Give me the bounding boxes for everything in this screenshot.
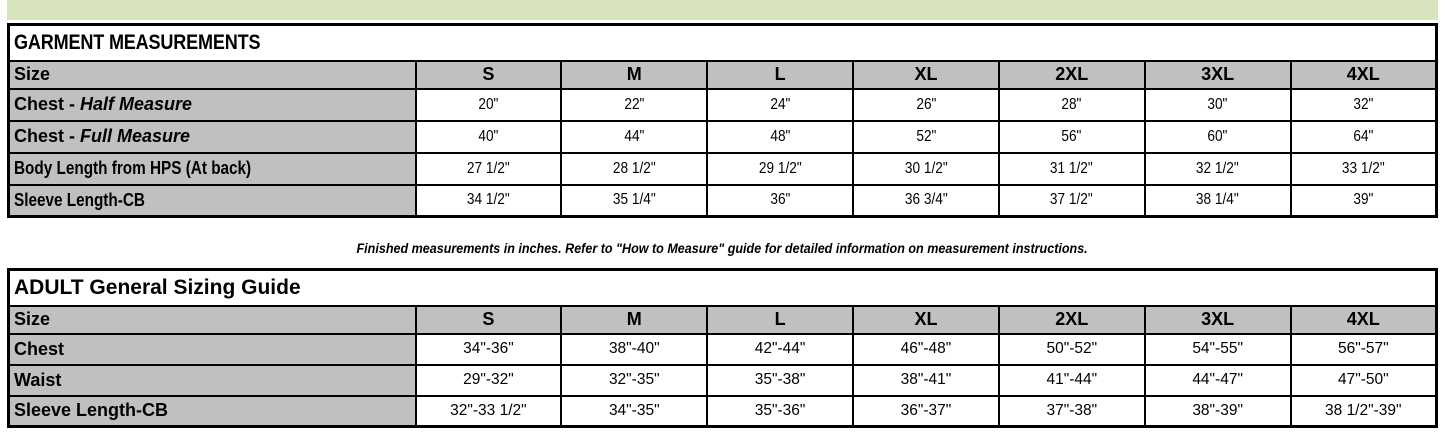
measurement-cell: 30" [1145,89,1291,121]
measurement-cell: 33 1/2" [1291,153,1437,185]
row-label: Chest - Half Measure [9,89,416,121]
row-label: Chest [9,334,416,365]
measurement-cell: 40" [416,121,562,153]
measurement-cell: 29"-32" [416,365,562,396]
size-header-cell: 2XL [999,306,1145,334]
measurement-cell: 38"-39" [1145,396,1291,427]
size-row-label: Size [9,61,416,89]
size-header-cell: 3XL [1145,61,1291,89]
row-label: Chest - Full Measure [9,121,416,153]
measurement-cell: 46"-48" [853,334,999,365]
measurement-cell: 32"-33 1/2" [416,396,562,427]
measurement-cell: 34"-36" [416,334,562,365]
measurement-cell: 38 1/4" [1145,185,1291,217]
measurement-cell: 34 1/2" [416,185,562,217]
measurement-cell: 34"-35" [561,396,707,427]
table-title: ADULT General Sizing Guide [9,270,1437,306]
measurement-cell: 54"-55" [1145,334,1291,365]
size-header-cell: XL [853,61,999,89]
measurement-cell: 41"-44" [999,365,1145,396]
measurement-cell: 44" [561,121,707,153]
top-accent-bar [7,0,1438,20]
measurement-cell: 24" [707,89,853,121]
table-row-sleeve-length [9,185,1437,217]
size-header-cell: M [561,61,707,89]
adult-sizing-guide-table [7,268,1438,428]
measurement-cell: 36 3/4" [853,185,999,217]
measurement-cell: 36"-37" [853,396,999,427]
size-row-label: Size [9,306,416,334]
measurement-cell: 28" [999,89,1145,121]
measurement-cell: 38"-40" [561,334,707,365]
measurement-cell: 22" [561,89,707,121]
size-header-cell: 4XL [1291,306,1437,334]
size-header-cell: L [707,306,853,334]
table-row-waist [9,365,1437,396]
table-row-chest-full [9,121,1437,153]
measurement-cell: 26" [853,89,999,121]
table-row-chest [9,334,1437,365]
row-label: Waist [9,365,416,396]
row-label: Sleeve Length-CB [9,396,416,427]
table-row-sleeve-length [9,396,1437,427]
measurement-cell: 27 1/2" [416,153,562,185]
size-header-cell: XL [853,306,999,334]
size-header-cell: 4XL [1291,61,1437,89]
size-header-row [9,306,1437,334]
measurement-cell: 37 1/2" [999,185,1145,217]
measurement-cell: 37"-38" [999,396,1145,427]
size-header-cell: L [707,61,853,89]
measurement-cell: 32"-35" [561,365,707,396]
measurement-cell: 32 1/2" [1145,153,1291,185]
size-header-cell: S [416,306,562,334]
table-title: GARMENT MEASUREMENTS [9,25,1437,61]
size-header-cell: 2XL [999,61,1145,89]
measurement-cell: 38 1/2"-39" [1291,396,1437,427]
table-row [9,270,1437,306]
size-header-cell: 3XL [1145,306,1291,334]
measurement-cell: 52" [853,121,999,153]
garment-measurements-table [7,23,1438,218]
measurement-cell: 35 1/4" [561,185,707,217]
measurement-cell: 44"-47" [1145,365,1291,396]
measurement-cell: 28 1/2" [561,153,707,185]
table-row-body-length [9,153,1437,185]
measurement-cell: 32" [1291,89,1437,121]
measurement-cell: 42"-44" [707,334,853,365]
measurement-cell: 50"-52" [999,334,1145,365]
size-header-row [9,61,1437,89]
measurement-cell: 48" [707,121,853,153]
measurement-cell: 35"-36" [707,396,853,427]
measurement-cell: 56"-57" [1291,334,1437,365]
measurement-note: Finished measurements in inches. Refer to "How to Measure" guide for detailed information on measurement instructions. [356,240,1089,256]
measurement-cell: 20" [416,89,562,121]
measurement-cell: 56" [999,121,1145,153]
measurement-cell: 35"-38" [707,365,853,396]
measurement-cell: 31 1/2" [999,153,1145,185]
measurement-cell: 30 1/2" [853,153,999,185]
measurement-cell: 36" [707,185,853,217]
size-header-cell: S [416,61,562,89]
row-label: Body Length from HPS (At back) [9,153,416,185]
size-header-cell: M [561,306,707,334]
measurement-cell: 29 1/2" [707,153,853,185]
table-row-chest-half [9,89,1437,121]
measurement-cell: 38"-41" [853,365,999,396]
measurement-cell: 64" [1291,121,1437,153]
row-label: Sleeve Length-CB [9,185,416,217]
table-row [9,25,1437,61]
measurement-cell: 39" [1291,185,1437,217]
measurement-cell: 47"-50" [1291,365,1437,396]
measurement-cell: 60" [1145,121,1291,153]
